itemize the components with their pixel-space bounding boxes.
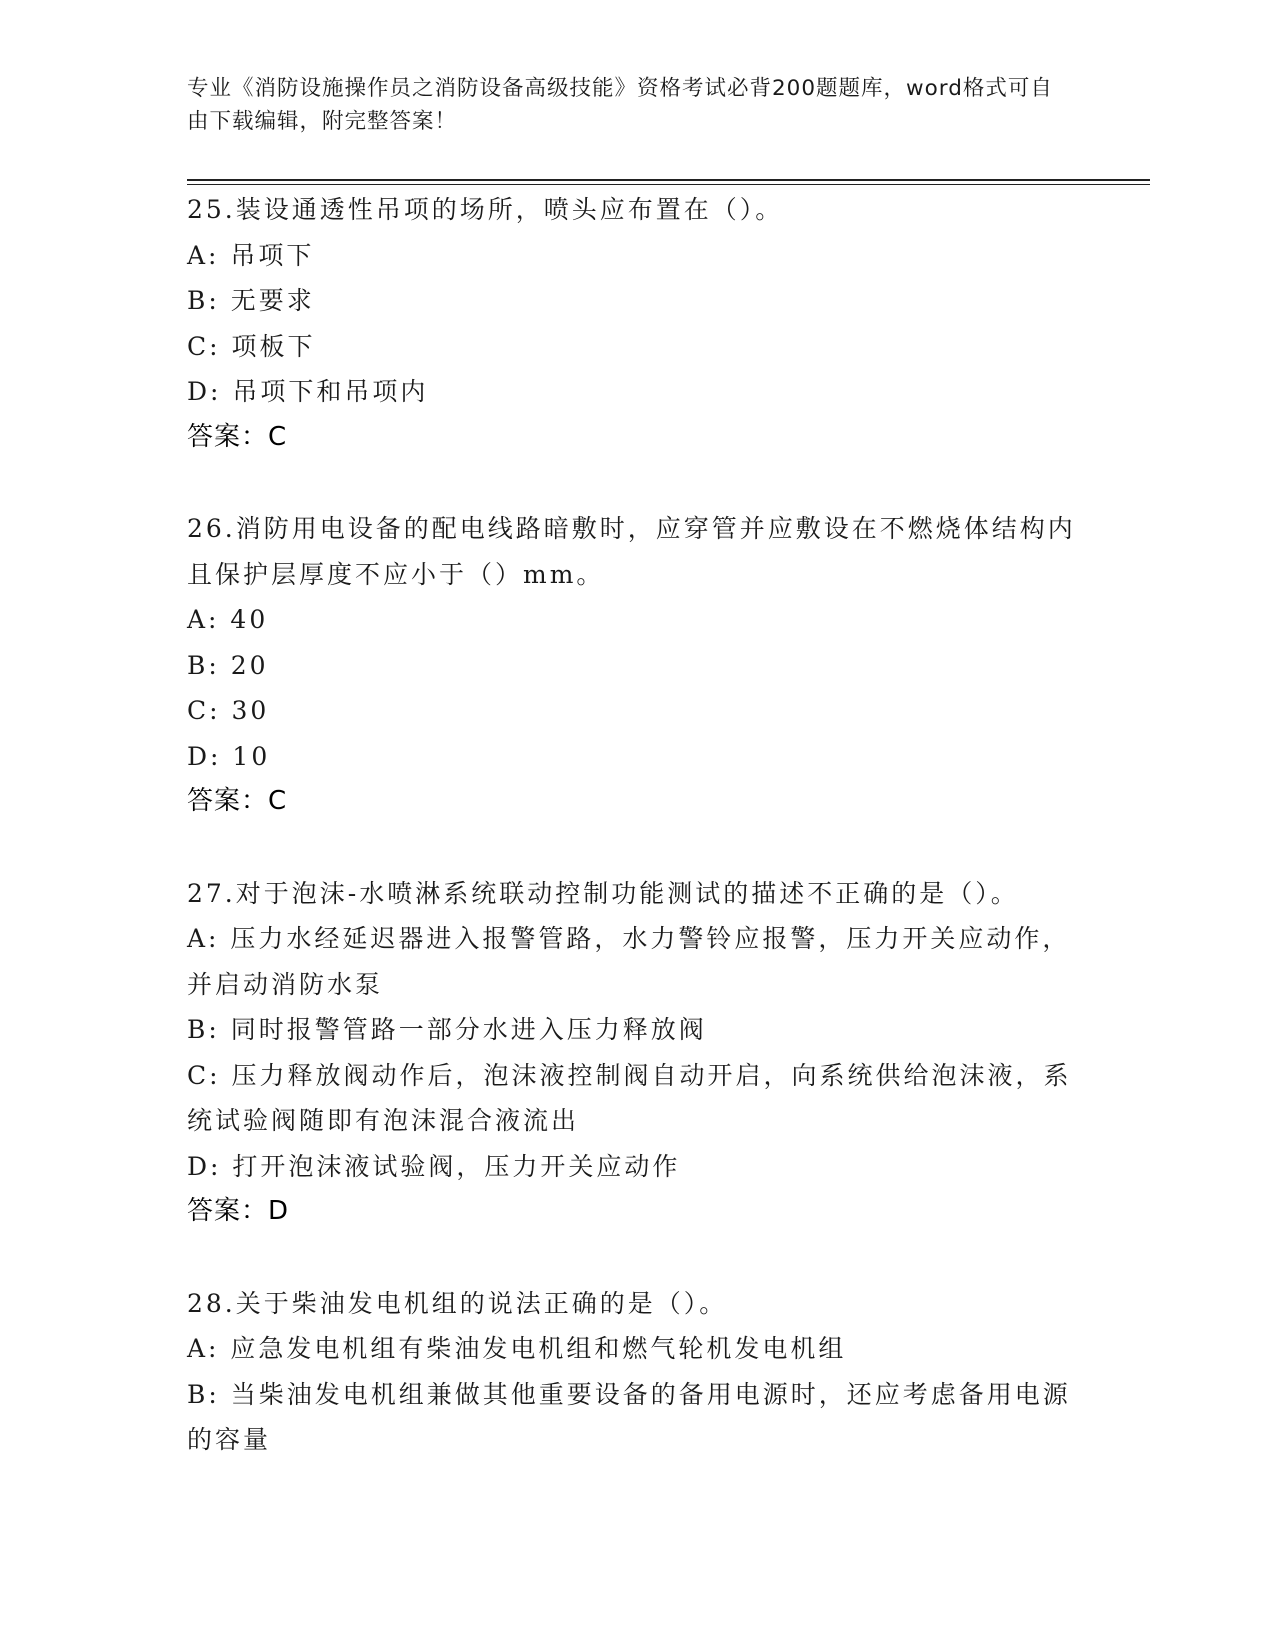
answer: 答案：C xyxy=(187,421,288,452)
option-d: D: 打开泡沫液试验阀，压力开关应动作 xyxy=(187,1151,681,1181)
option-b: B: 当柴油发电机组兼做其他重要设备的备用电源时，还应考虑备用电源的容量 xyxy=(187,1379,1071,1454)
option-a: A: 应急发电机组有柴油发电机组和燃气轮机发电机组 xyxy=(187,1334,847,1363)
option-c: C: 项板下 xyxy=(187,331,316,361)
option-b: B: 同时报警管路一部分水进入压力释放阀 xyxy=(187,1015,707,1044)
question-stem: 27.对于泡沫-水喷淋系统联动控制功能测试的描述不正确的是（）。 xyxy=(187,878,1019,908)
option-b: B: 20 xyxy=(187,650,269,680)
option-d: D: 10 xyxy=(187,741,271,771)
option-b: B: 无要求 xyxy=(187,286,315,315)
question-27 xyxy=(187,871,1077,1235)
question-stem: 25.装设通透性吊项的场所，喷头应布置在（）。 xyxy=(187,195,784,224)
question-list xyxy=(187,187,1077,1509)
option-d: D: 吊项下和吊项内 xyxy=(187,377,429,406)
question-28 xyxy=(187,1281,1077,1463)
document-header: 专业《消防设施操作员之消防设备高级技能》资格考试必背200题题库，word格式可自由下载编辑，附完整答案！ xyxy=(187,76,1053,134)
question-stem: 28.关于柴油发电机组的说法正确的是（）。 xyxy=(187,1288,728,1318)
question-26 xyxy=(187,506,1077,825)
option-c: C: 压力释放阀动作后，泡沫液控制阀自动开启，向系统供给泡沫液，系统试验阀随即有泡沫混合液流出 xyxy=(187,1060,1072,1135)
answer: 答案：C xyxy=(187,786,288,816)
option-a: A: 吊项下 xyxy=(187,240,315,270)
option-a: A: 40 xyxy=(187,605,269,634)
question-stem: 26.消防用电设备的配电线路暗敷时，应穿管并应敷设在不燃烧体结构内且保护层厚度不应小于（）mm。 xyxy=(187,514,1076,589)
answer: 答案：D xyxy=(187,1196,290,1226)
header-rule-thin xyxy=(187,184,1150,185)
option-a: A: 压力水经延迟器进入报警管路，水力警铃应报警，压力开关应动作，并启动消防水泵 xyxy=(187,924,1071,999)
question-25 xyxy=(187,187,1077,460)
option-c: C: 30 xyxy=(187,696,270,725)
header-rule xyxy=(187,179,1150,181)
